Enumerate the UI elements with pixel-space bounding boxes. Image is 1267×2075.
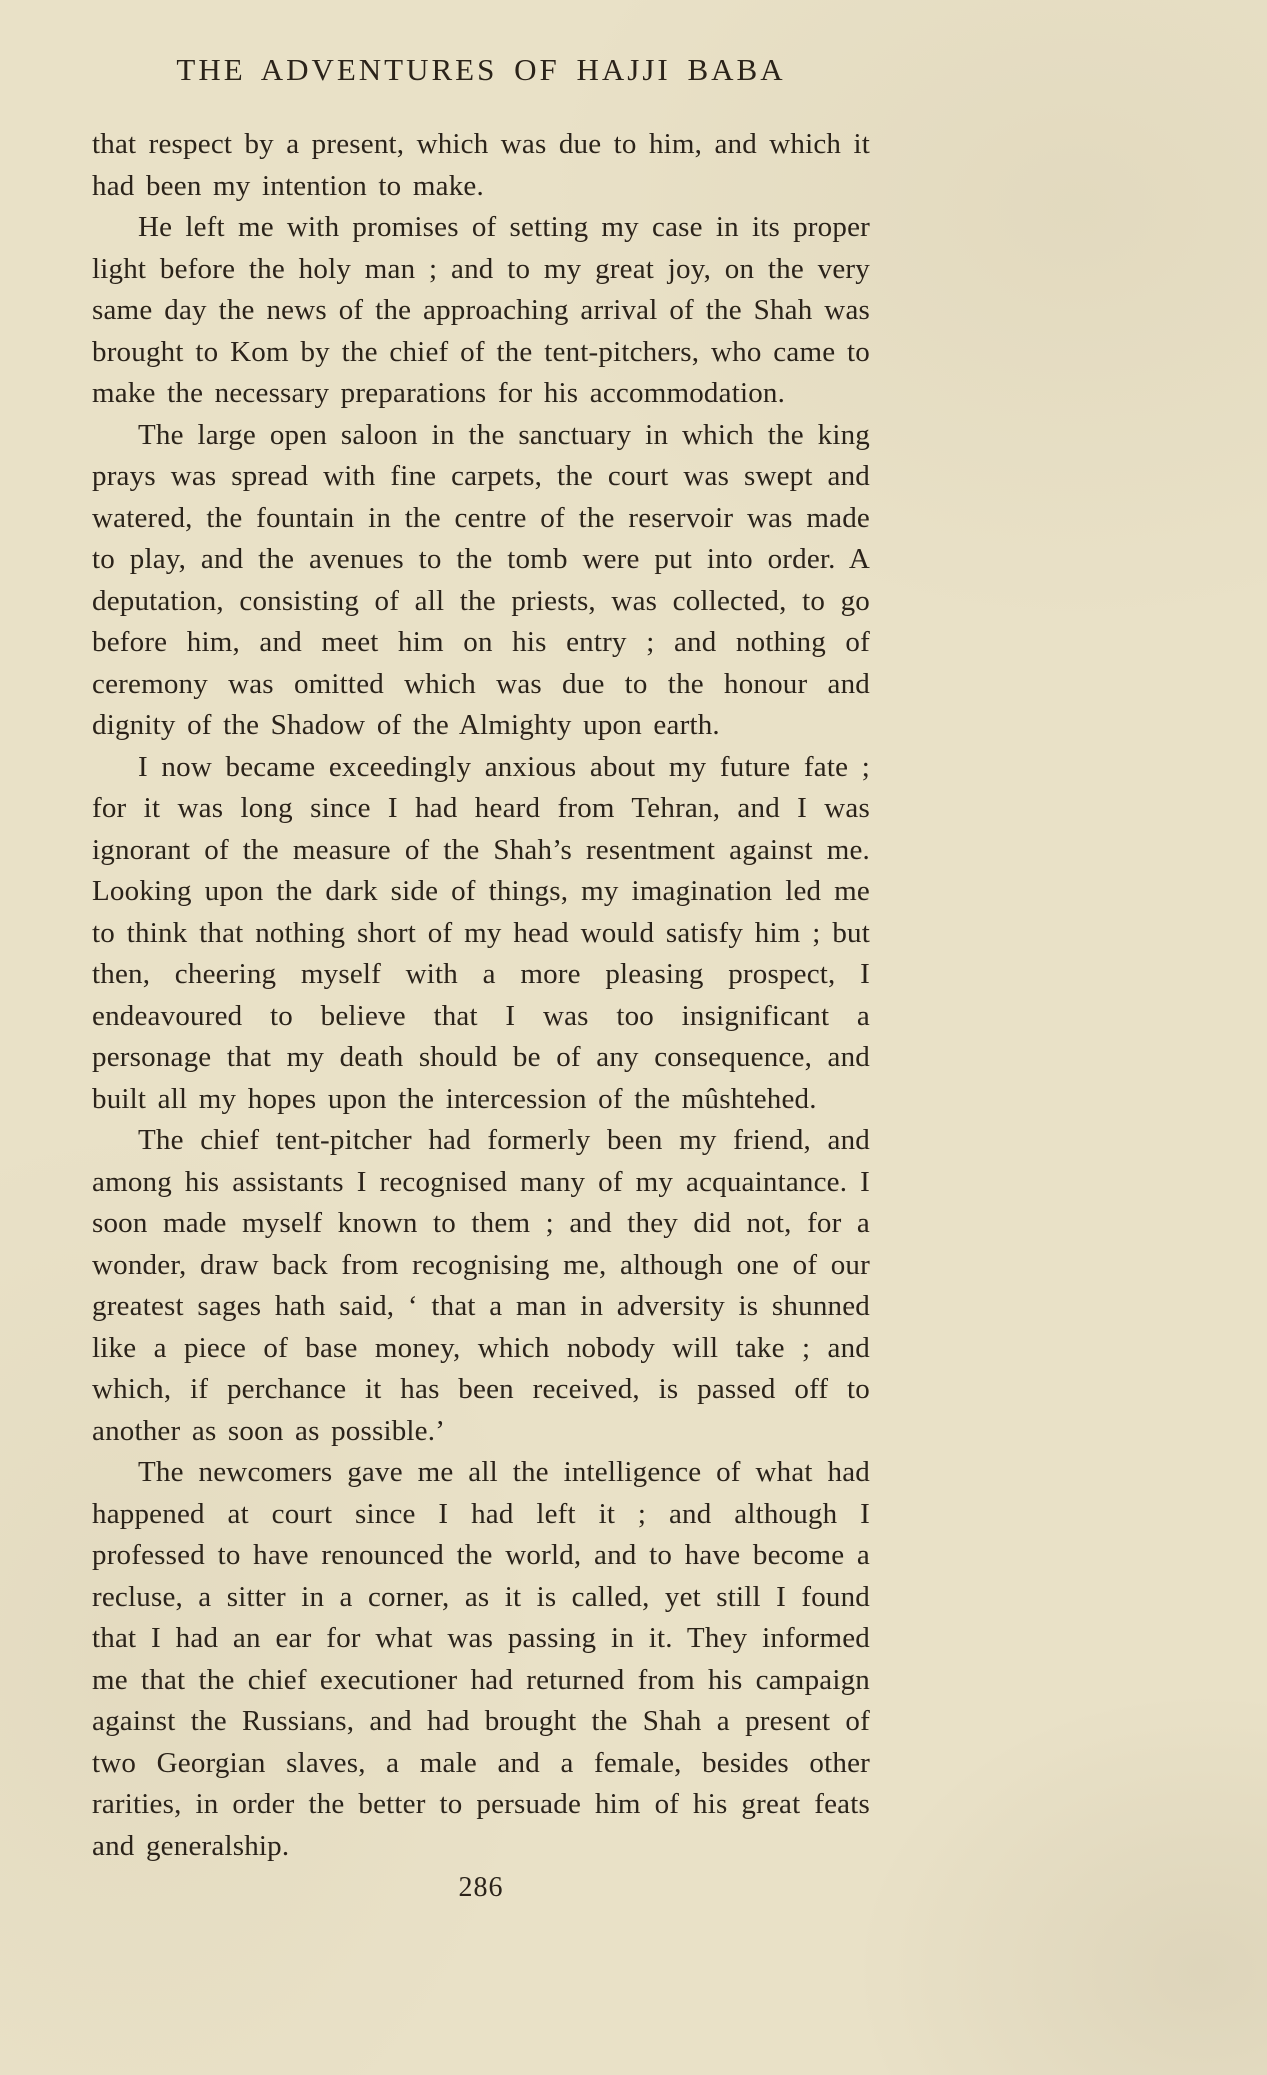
page-number: 286 — [458, 1872, 504, 1903]
paragraph: The large open saloon in the sanctuary in which the king prays was spread with fine carpets, the court was swept and watered, the fountain in the centre of the reservoir was made to play, and the avenues to the tomb were put into order. A deputation, consisting of all the priests, was collected, to go before him, and meet him on his entry ; and nothing of ceremony was omitted which was due to the honour and dignity of the Shadow of the Almighty upon earth. — [92, 418, 870, 741]
paragraph: that respect by a present, which was due to him, and which it had been my intention to make. — [92, 128, 870, 202]
paragraph: He left me with promises of setting my case in its proper light before the holy man ; and to my great joy, on the very same day the news of the approaching arrival of the Shah was brought to Kom by the chief of the tent-pitchers, who came to make the necessary preparations for his accommodation. — [92, 211, 870, 409]
paragraph: The newcomers gave me all the intelligence of what had happened at court since I had left it ; and although I professed to have renounced the world, and to have become a recluse, a sitter in a corner, as it is called, yet still I found that I had an ear for what was passing in it. They informed me that the chief executioner had returned from his campaign against the Russians, and had brought the Shah a present of two Georgian slaves, a male and a female, besides other rarities, in order the better to persuade him of his great feats and generalship. — [92, 1456, 870, 1862]
text-column — [92, 0, 870, 1904]
paragraph: The chief tent-pitcher had formerly been my friend, and among his assistants I recognised many of my acquaintance. I soon made myself known to them ; and they did not, for a wonder, draw back from recognising me, although one of our greatest sages hath said, ‘ that a man in adversity is shunned like a piece of base money, which nobody will take ; and which, if perchance it has been received, is passed off to another as soon as possible.’ — [92, 1124, 870, 1447]
paragraph: I now became exceedingly anxious about my future fate ; for it was long since I had heard from Tehran, and I was ignorant of the measure of the Shah’s resentment against me. Looking upon the dark side of things, my imagination led me to think that nothing short of my head would satisfy him ; but then, cheering myself with a more pleasing prospect, I endeavoured to believe that I was too insignificant a personage that my death should be of any consequence, and built all my hopes upon the intercession of the mûshtehed. — [92, 750, 870, 1115]
running-header: THE ADVENTURES OF HAJJI BABA — [176, 52, 786, 87]
body-text — [92, 124, 870, 1867]
